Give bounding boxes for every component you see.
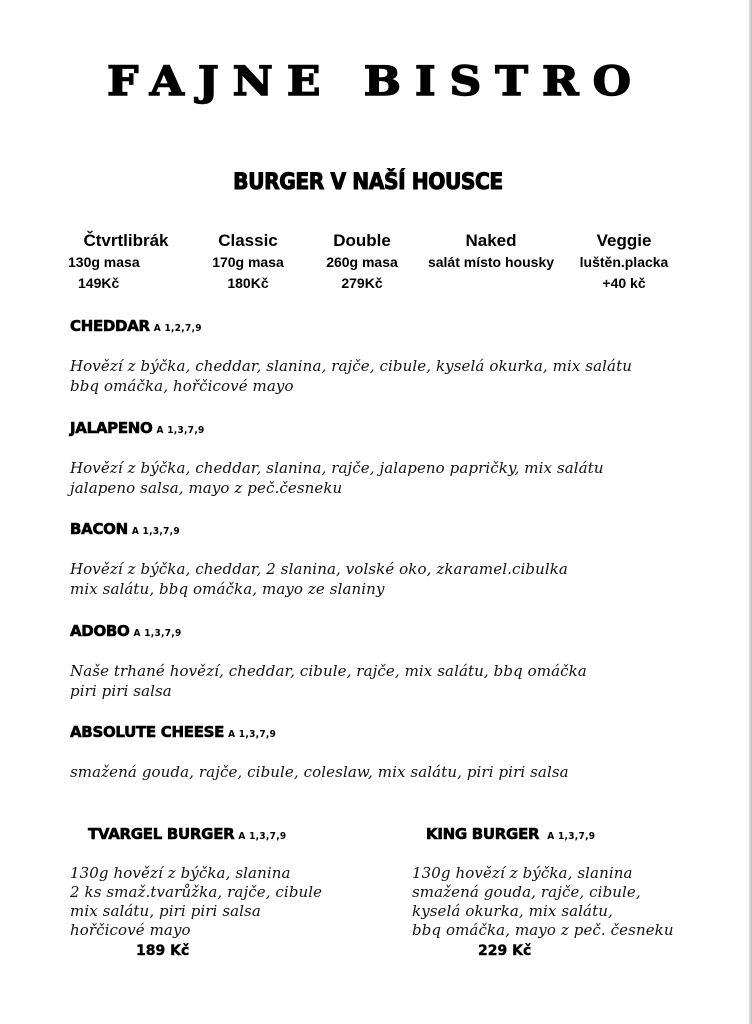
menu-item-adobo: [70, 620, 710, 701]
size-option-veggie: [568, 230, 680, 294]
size-desc: luštěn.placka: [579, 254, 669, 270]
description-line: hořčicové mayo: [70, 921, 191, 939]
description-line: piri piri salsa: [70, 682, 172, 700]
menu-item-cheddar: [70, 315, 710, 396]
allergens: A 1,3,7,9: [156, 425, 205, 436]
item-description: [70, 661, 710, 701]
menu-item-absolute-cheese: [70, 721, 710, 782]
description-line: smažená gouda, rajče, cibule, coleslaw, mix salátu, piri piri salsa: [70, 763, 569, 781]
item-name: BACON: [70, 520, 128, 538]
item-description: [412, 864, 732, 940]
item-name: ABSOLUTE CHEESE: [70, 723, 225, 741]
size-desc: 170g masa: [212, 254, 284, 270]
menu-item-bacon: [70, 518, 710, 599]
description-line: smažená gouda, rajče, cibule,: [412, 883, 641, 901]
description-line: 130g hovězí z býčka, slanina: [412, 864, 633, 882]
allergens: A 1,3,7,9: [131, 526, 180, 537]
item-price: 189 Kč: [136, 943, 190, 959]
description-line: 2 ks smaž.tvarůžka, rajče, cibule: [70, 883, 323, 901]
section-title: BURGER V NAŠÍ HOUSCE: [233, 170, 503, 195]
description-line: Hovězí z býčka, cheddar, slanina, rajče, jalapeno papričky, mix salátu: [70, 459, 604, 477]
special-item-king-burger: [412, 823, 732, 962]
description-line: 130g hovězí z býčka, slanina: [70, 864, 291, 882]
size-desc: 130g masa: [68, 254, 140, 270]
size-desc: salát místo housky: [427, 254, 555, 270]
allergens: A 1,3,7,9: [547, 831, 596, 842]
item-name: TVARGEL BURGER: [88, 825, 235, 843]
allergens: A 1,3,7,9: [133, 628, 182, 639]
size-option-double: [306, 230, 418, 294]
description-line: bbq omáčka, hořčicové mayo: [70, 377, 294, 395]
description-line: Hovězí z býčka, cheddar, 2 slanina, volské oko, zkaramel.cibulka: [70, 560, 568, 578]
menu-item-jalapeno: [70, 417, 710, 498]
description-line: jalapeno salsa, mayo z peč.česneku: [70, 479, 343, 497]
description-line: mix salátu, piri piri salsa: [70, 902, 261, 920]
description-line: Hovězí z býčka, cheddar, slanina, rajče, cibule, kyselá okurka, mix salátu: [70, 357, 632, 375]
item-description: [70, 458, 710, 498]
size-option-naked: [414, 230, 568, 273]
size-price: +40 kč: [602, 275, 646, 291]
size-price: 279Kč: [341, 275, 383, 291]
description-line: mix salátu, bbq omáčka, mayo ze slaniny: [70, 580, 385, 598]
special-item-tvargel-burger: [70, 823, 390, 962]
size-price: 180Kč: [227, 275, 269, 291]
allergens: A 1,3,7,9: [228, 729, 277, 740]
description-line: kyselá okurka, mix salátu,: [412, 902, 613, 920]
allergens: A 1,2,7,9: [153, 323, 202, 334]
size-name: Naked: [465, 231, 517, 250]
size-price: 149Kč: [78, 275, 120, 291]
item-description: [70, 356, 710, 396]
item-description: [70, 864, 390, 940]
item-name: ADOBO: [70, 622, 130, 640]
item-name: JALAPENO: [70, 419, 153, 437]
size-name: Čtvrtlibrák: [83, 231, 169, 250]
item-price: 229 Kč: [478, 943, 532, 959]
description-line: Naše trhané hovězí, cheddar, cibule, rajče, mix salátu, bbq omáčka: [70, 662, 587, 680]
size-name: Double: [333, 231, 391, 250]
item-name: KING BURGER: [426, 825, 540, 843]
allergens: A 1,3,7,9: [238, 831, 287, 842]
size-options: [0, 230, 752, 300]
description-line: bbq omáčka, mayo z peč. česneku: [412, 921, 674, 939]
item-description: [70, 559, 710, 599]
size-desc: 260g masa: [326, 254, 398, 270]
restaurant-title: FAJNE BISTRO: [107, 58, 645, 105]
item-name: CHEDDAR: [70, 317, 150, 335]
size-option-classic: [198, 230, 298, 294]
size-name: Classic: [218, 231, 278, 250]
size-option-ctvrtlibrak: [68, 230, 184, 294]
size-name: Veggie: [596, 231, 652, 250]
item-description: [70, 762, 710, 782]
